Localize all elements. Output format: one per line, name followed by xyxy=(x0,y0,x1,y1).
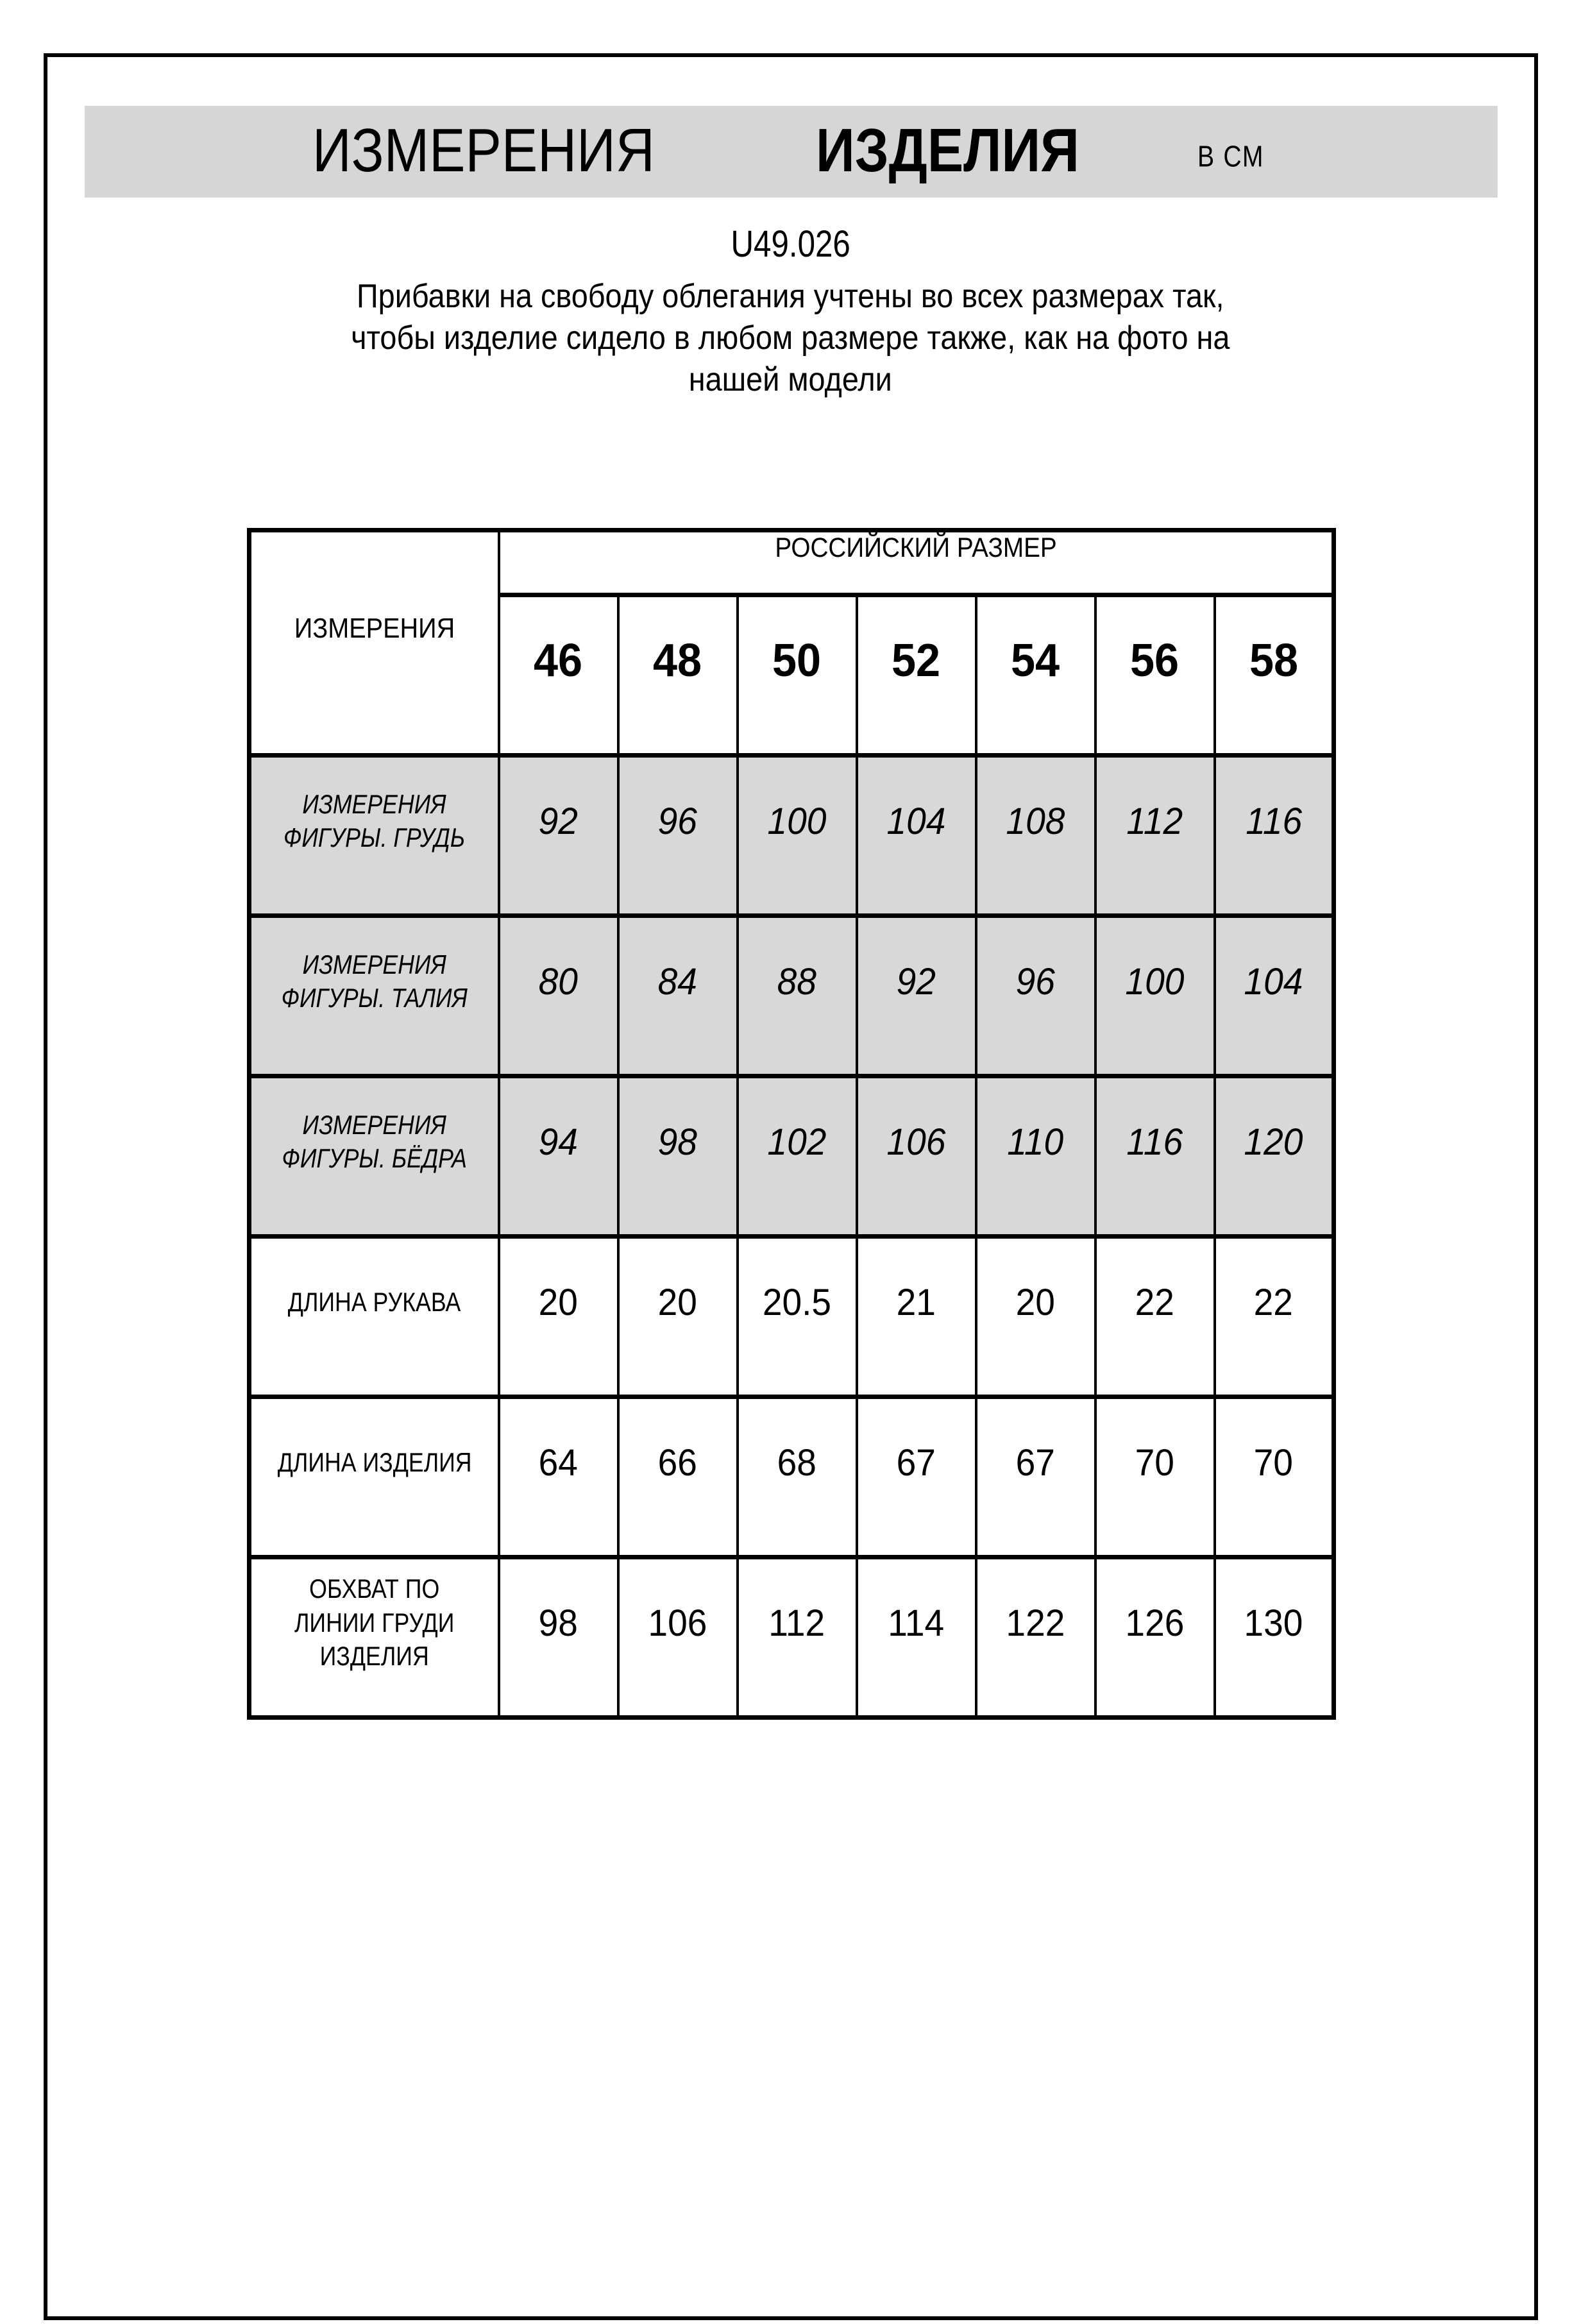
table-row-waist xyxy=(249,916,1334,1076)
corner-header-cell: ИЗМЕРЕНИЯ xyxy=(249,530,499,756)
value-cell: 67 xyxy=(976,1397,1095,1557)
value-cell: 114 xyxy=(857,1557,976,1718)
value-cell: 108 xyxy=(976,756,1095,916)
table-row-hips xyxy=(249,1076,1334,1237)
value-cell: 98 xyxy=(499,1557,618,1718)
value-cell: 102 xyxy=(738,1076,857,1237)
value-cell: 106 xyxy=(857,1076,976,1237)
value-cell: 116 xyxy=(1215,756,1334,916)
value-cell: 70 xyxy=(1215,1397,1334,1557)
value-cell: 20.5 xyxy=(738,1237,857,1397)
value-cell: 92 xyxy=(499,756,618,916)
value-cell: 20 xyxy=(499,1237,618,1397)
value-cell: 112 xyxy=(738,1557,857,1718)
value-cell: 116 xyxy=(1095,1076,1215,1237)
value-cell: 88 xyxy=(738,916,857,1076)
row-label: ОБХВАТ ПО ЛИНИИ ГРУДИ ИЗДЕЛИЯ xyxy=(249,1557,499,1718)
value-cell: 106 xyxy=(618,1557,738,1718)
value-cell: 64 xyxy=(499,1397,618,1557)
value-cell: 22 xyxy=(1215,1237,1334,1397)
value-cell: 100 xyxy=(738,756,857,916)
table-row-item-length xyxy=(249,1397,1334,1557)
size-cell: 58 xyxy=(1215,595,1334,756)
value-cell: 130 xyxy=(1215,1557,1334,1718)
table-row-sleeve-length xyxy=(249,1237,1334,1397)
table-row-chest xyxy=(249,756,1334,916)
size-cell: 54 xyxy=(976,595,1095,756)
value-cell: 120 xyxy=(1215,1076,1334,1237)
row-label: ИЗМЕРЕНИЯ ФИГУРЫ. ГРУДЬ xyxy=(249,756,499,916)
value-cell: 94 xyxy=(499,1076,618,1237)
row-label: ИЗМЕРЕНИЯ ФИГУРЫ. ТАЛИЯ xyxy=(249,916,499,1076)
size-cell: 52 xyxy=(857,595,976,756)
value-cell: 68 xyxy=(738,1397,857,1557)
value-cell: 67 xyxy=(857,1397,976,1557)
value-cell: 20 xyxy=(976,1237,1095,1397)
value-cell: 96 xyxy=(618,756,738,916)
value-cell: 112 xyxy=(1095,756,1215,916)
title-band xyxy=(85,106,1498,198)
size-cell: 46 xyxy=(499,595,618,756)
row-label: ДЛИНА ИЗДЕЛИЯ xyxy=(249,1397,499,1557)
article-number: U49.026 xyxy=(731,223,850,265)
size-cell: 50 xyxy=(738,595,857,756)
value-cell: 70 xyxy=(1095,1397,1215,1557)
russian-size-header-cell: РОССИЙСКИЙ РАЗМЕР xyxy=(499,530,1334,595)
fit-note: Прибавки на свободу облегания учтены во всех размерах так, чтобы изделие сидело в любом размере также, как на фото на нашей модели xyxy=(351,278,1230,398)
value-cell: 96 xyxy=(976,916,1095,1076)
table-row-chest-girth-item xyxy=(249,1557,1334,1718)
value-cell: 110 xyxy=(976,1076,1095,1237)
value-cell: 66 xyxy=(618,1397,738,1557)
value-cell: 80 xyxy=(499,916,618,1076)
value-cell: 122 xyxy=(976,1557,1095,1718)
size-cell: 48 xyxy=(618,595,738,756)
page-title-word-2: ИЗДЕЛИЯ xyxy=(816,115,1079,185)
page-title-word-1: ИЗМЕРЕНИЯ xyxy=(312,115,655,185)
value-cell: 20 xyxy=(618,1237,738,1397)
value-cell: 21 xyxy=(857,1237,976,1397)
row-label: ИЗМЕРЕНИЯ ФИГУРЫ. БЁДРА xyxy=(249,1076,499,1237)
row-label: ДЛИНА РУКАВА xyxy=(249,1237,499,1397)
value-cell: 98 xyxy=(618,1076,738,1237)
value-cell: 104 xyxy=(857,756,976,916)
value-cell: 100 xyxy=(1095,916,1215,1076)
size-header-group-row xyxy=(249,530,1334,595)
value-cell: 84 xyxy=(618,916,738,1076)
size-table xyxy=(247,528,1336,1720)
value-cell: 126 xyxy=(1095,1557,1215,1718)
value-cell: 104 xyxy=(1215,916,1334,1076)
value-cell: 22 xyxy=(1095,1237,1215,1397)
value-cell: 92 xyxy=(857,916,976,1076)
page-title-unit: В СМ xyxy=(1197,139,1265,173)
size-cell: 56 xyxy=(1095,595,1215,756)
